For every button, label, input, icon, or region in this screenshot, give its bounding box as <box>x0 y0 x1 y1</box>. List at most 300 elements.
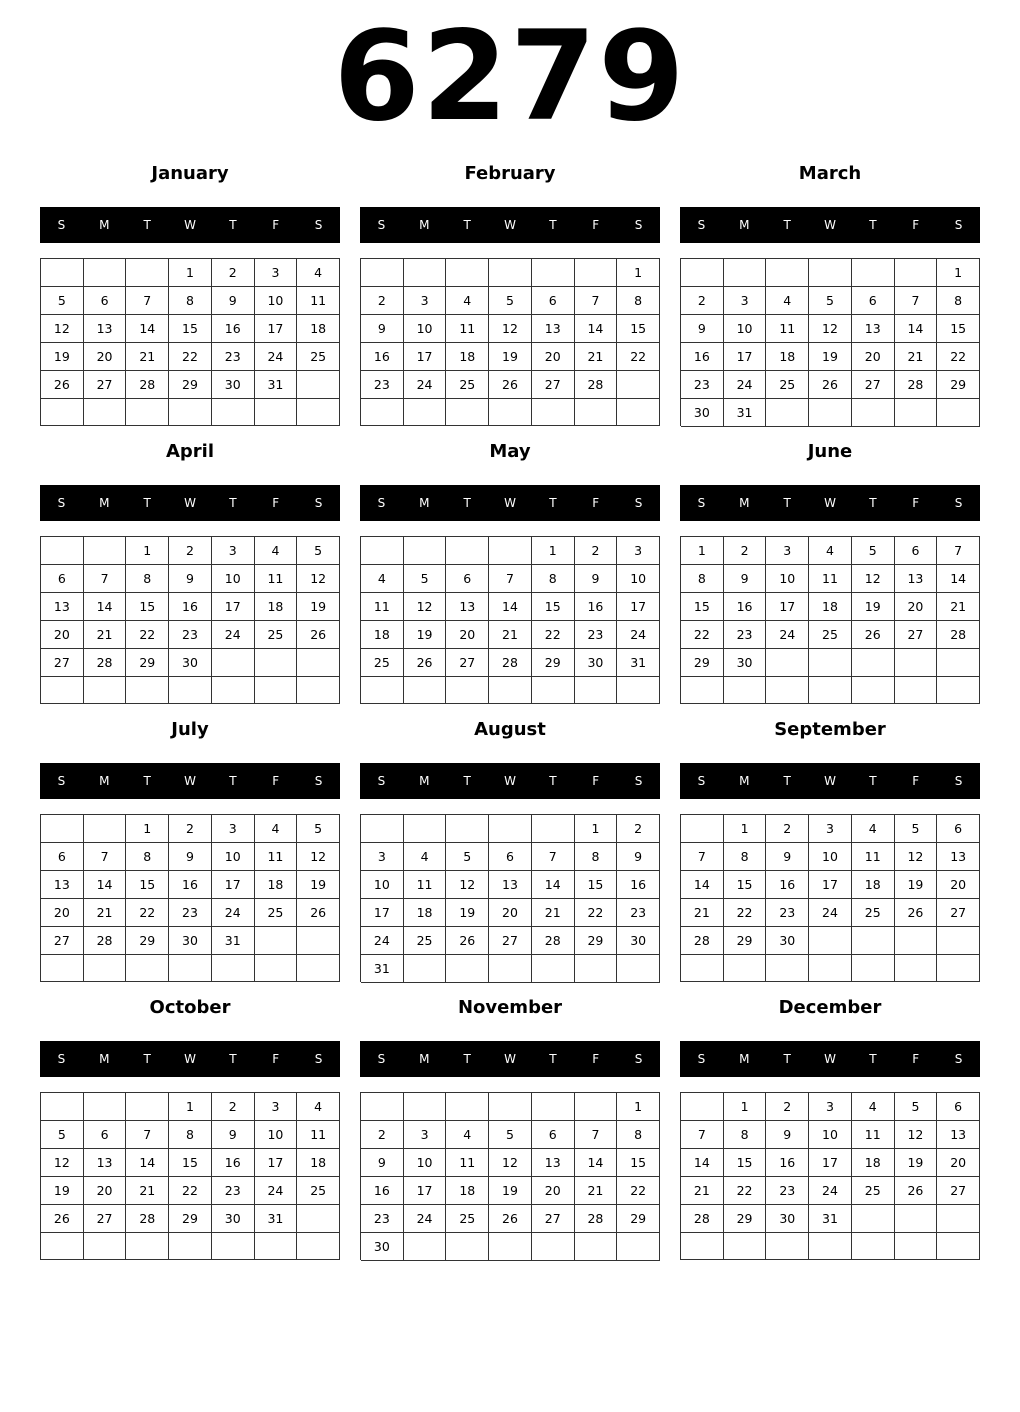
day-cell: 29 <box>575 927 618 955</box>
day-cell <box>297 371 340 399</box>
day-cell: 1 <box>617 259 660 287</box>
weekday-header <box>360 1041 660 1077</box>
day-cell <box>575 955 618 983</box>
day-cell <box>937 677 980 704</box>
day-cell: 4 <box>446 287 489 315</box>
day-cell: 19 <box>404 621 447 649</box>
day-cell: 8 <box>617 287 660 315</box>
day-cell <box>489 259 532 287</box>
day-cell: 16 <box>361 1177 404 1205</box>
day-cell <box>852 1205 895 1233</box>
weekday-label: F <box>592 774 600 788</box>
month-name: February <box>464 163 556 184</box>
day-cell: 16 <box>724 593 767 621</box>
day-cell: 28 <box>84 927 127 955</box>
day-cell: 21 <box>126 343 169 371</box>
day-cell: 19 <box>895 1149 938 1177</box>
weekday-label: T <box>869 496 877 510</box>
day-cell <box>895 399 938 427</box>
day-grid <box>360 258 660 426</box>
day-cell: 23 <box>575 621 618 649</box>
day-cell: 25 <box>404 927 447 955</box>
day-cell: 1 <box>724 815 767 843</box>
day-cell: 28 <box>489 649 532 677</box>
day-cell: 9 <box>169 843 212 871</box>
month-name: September <box>774 719 886 740</box>
day-cell: 23 <box>169 899 212 927</box>
day-cell <box>41 955 84 982</box>
day-cell <box>895 1233 938 1260</box>
day-cell: 14 <box>532 871 575 899</box>
day-grid <box>40 258 340 426</box>
day-cell: 18 <box>766 343 809 371</box>
day-cell: 11 <box>766 315 809 343</box>
day-cell: 18 <box>255 871 298 899</box>
day-cell: 26 <box>852 621 895 649</box>
month-name: April <box>165 441 215 462</box>
day-cell: 9 <box>361 1149 404 1177</box>
day-cell: 23 <box>361 1205 404 1233</box>
day-cell: 9 <box>766 1121 809 1149</box>
day-cell <box>852 677 895 704</box>
day-cell: 12 <box>446 871 489 899</box>
day-cell <box>404 1093 447 1121</box>
day-cell <box>532 1093 575 1121</box>
day-cell: 3 <box>404 1121 447 1149</box>
day-cell: 12 <box>895 1121 938 1149</box>
day-cell: 2 <box>617 815 660 843</box>
day-cell: 9 <box>169 565 212 593</box>
weekday-label: F <box>272 218 280 232</box>
weekday-label: S <box>314 774 323 788</box>
day-cell: 27 <box>895 621 938 649</box>
day-cell <box>446 399 489 426</box>
day-cell: 6 <box>937 1093 980 1121</box>
weekday-label: F <box>912 774 920 788</box>
day-cell: 29 <box>724 927 767 955</box>
day-cell <box>895 1205 938 1233</box>
day-cell: 20 <box>41 899 84 927</box>
day-cell: 6 <box>84 1121 127 1149</box>
day-cell <box>575 677 618 704</box>
day-cell: 11 <box>809 565 852 593</box>
day-cell <box>126 1093 169 1121</box>
day-cell: 18 <box>852 1149 895 1177</box>
day-cell: 3 <box>617 537 660 565</box>
day-cell <box>169 1233 212 1260</box>
day-cell: 28 <box>681 927 724 955</box>
day-cell: 10 <box>724 315 767 343</box>
day-cell: 6 <box>41 843 84 871</box>
day-cell <box>446 677 489 704</box>
day-cell: 14 <box>84 871 127 899</box>
day-cell <box>532 399 575 426</box>
weekday-label: S <box>954 496 963 510</box>
weekday-label: M <box>99 774 110 788</box>
day-cell: 21 <box>84 899 127 927</box>
day-cell <box>41 1093 84 1121</box>
day-cell: 19 <box>446 899 489 927</box>
day-cell: 9 <box>617 843 660 871</box>
day-cell <box>766 955 809 982</box>
day-cell: 6 <box>446 565 489 593</box>
day-cell: 10 <box>255 287 298 315</box>
weekday-label: S <box>377 218 386 232</box>
day-cell: 16 <box>617 871 660 899</box>
day-cell <box>41 259 84 287</box>
day-cell: 26 <box>895 1177 938 1205</box>
day-cell: 11 <box>446 1149 489 1177</box>
day-cell: 13 <box>84 315 127 343</box>
day-cell <box>895 649 938 677</box>
day-cell: 13 <box>852 315 895 343</box>
day-cell: 19 <box>489 343 532 371</box>
weekday-label: T <box>143 1052 151 1066</box>
weekday-label: S <box>634 218 643 232</box>
day-cell: 15 <box>169 315 212 343</box>
day-cell: 28 <box>681 1205 724 1233</box>
weekday-header <box>360 763 660 799</box>
weekday-label: T <box>783 496 791 510</box>
day-cell: 18 <box>255 593 298 621</box>
day-cell: 29 <box>169 371 212 399</box>
day-cell: 25 <box>852 899 895 927</box>
day-cell <box>852 649 895 677</box>
day-cell <box>255 1233 298 1260</box>
day-cell: 18 <box>297 1149 340 1177</box>
day-cell: 6 <box>895 537 938 565</box>
weekday-label: S <box>954 218 963 232</box>
month-name: October <box>149 997 231 1018</box>
day-cell: 16 <box>766 1149 809 1177</box>
day-cell: 19 <box>895 871 938 899</box>
day-cell <box>617 955 660 983</box>
day-cell <box>446 537 489 565</box>
day-cell <box>212 1233 255 1260</box>
day-cell <box>852 927 895 955</box>
weekday-label: T <box>463 774 471 788</box>
day-cell: 24 <box>809 1177 852 1205</box>
day-cell: 31 <box>617 649 660 677</box>
weekday-label: M <box>419 218 430 232</box>
day-cell: 24 <box>809 899 852 927</box>
day-cell <box>766 1233 809 1260</box>
day-cell: 10 <box>617 565 660 593</box>
day-cell: 10 <box>212 843 255 871</box>
day-cell: 31 <box>212 927 255 955</box>
day-cell: 17 <box>617 593 660 621</box>
day-cell: 1 <box>169 259 212 287</box>
day-cell: 31 <box>361 955 404 983</box>
weekday-header <box>680 763 980 799</box>
day-cell: 18 <box>297 315 340 343</box>
day-cell: 15 <box>126 871 169 899</box>
day-cell <box>681 955 724 982</box>
day-cell: 28 <box>126 1205 169 1233</box>
day-cell: 12 <box>809 315 852 343</box>
day-cell: 17 <box>255 315 298 343</box>
weekday-label: S <box>314 218 323 232</box>
day-cell: 4 <box>255 537 298 565</box>
month-name: June <box>807 441 853 462</box>
weekday-label: W <box>184 218 196 232</box>
day-cell <box>41 1233 84 1260</box>
day-cell: 26 <box>895 899 938 927</box>
weekday-label: S <box>314 496 323 510</box>
day-cell: 24 <box>724 371 767 399</box>
day-cell: 22 <box>169 1177 212 1205</box>
day-cell: 7 <box>937 537 980 565</box>
day-cell: 23 <box>766 1177 809 1205</box>
day-cell: 4 <box>361 565 404 593</box>
day-cell: 28 <box>532 927 575 955</box>
day-cell: 18 <box>446 1177 489 1205</box>
weekday-label: M <box>419 774 430 788</box>
day-cell: 22 <box>724 1177 767 1205</box>
day-cell: 2 <box>361 1121 404 1149</box>
weekday-header <box>40 763 340 799</box>
day-cell: 17 <box>212 593 255 621</box>
day-cell <box>126 1233 169 1260</box>
day-cell: 29 <box>169 1205 212 1233</box>
day-cell <box>617 1233 660 1261</box>
day-cell: 16 <box>681 343 724 371</box>
day-cell <box>84 677 127 704</box>
day-cell: 18 <box>852 871 895 899</box>
day-cell: 27 <box>937 1177 980 1205</box>
day-cell: 13 <box>446 593 489 621</box>
day-cell: 17 <box>361 899 404 927</box>
day-cell: 24 <box>212 899 255 927</box>
day-cell: 9 <box>766 843 809 871</box>
weekday-label: T <box>549 496 557 510</box>
day-cell: 25 <box>297 343 340 371</box>
day-cell: 23 <box>361 371 404 399</box>
day-cell <box>809 649 852 677</box>
day-cell: 10 <box>809 843 852 871</box>
day-cell: 12 <box>41 315 84 343</box>
day-cell: 29 <box>937 371 980 399</box>
day-cell <box>937 955 980 982</box>
day-cell: 9 <box>361 315 404 343</box>
day-cell: 30 <box>169 649 212 677</box>
day-cell <box>852 1233 895 1260</box>
day-cell <box>361 259 404 287</box>
day-cell <box>126 955 169 982</box>
day-cell: 5 <box>895 1093 938 1121</box>
day-cell <box>489 1093 532 1121</box>
day-cell: 27 <box>41 927 84 955</box>
day-cell <box>212 955 255 982</box>
day-cell <box>532 259 575 287</box>
weekday-label: F <box>272 496 280 510</box>
day-cell <box>724 1233 767 1260</box>
day-cell <box>84 399 127 426</box>
weekday-header <box>680 207 980 243</box>
day-cell: 10 <box>361 871 404 899</box>
day-cell: 6 <box>532 1121 575 1149</box>
day-cell: 21 <box>681 899 724 927</box>
day-cell: 26 <box>297 621 340 649</box>
day-cell: 27 <box>84 1205 127 1233</box>
day-cell: 1 <box>617 1093 660 1121</box>
day-cell: 7 <box>575 1121 618 1149</box>
day-cell: 27 <box>446 649 489 677</box>
month-name: July <box>171 719 209 740</box>
weekday-label: T <box>143 496 151 510</box>
day-cell: 4 <box>809 537 852 565</box>
day-cell: 5 <box>895 815 938 843</box>
day-cell: 30 <box>617 927 660 955</box>
day-cell: 2 <box>766 1093 809 1121</box>
day-cell: 6 <box>937 815 980 843</box>
day-cell <box>532 1233 575 1261</box>
day-cell: 28 <box>937 621 980 649</box>
day-cell: 26 <box>41 371 84 399</box>
day-cell <box>489 955 532 983</box>
month-name: January <box>151 163 229 184</box>
day-cell: 28 <box>126 371 169 399</box>
day-cell: 13 <box>532 1149 575 1177</box>
day-cell: 23 <box>766 899 809 927</box>
weekday-label: W <box>184 774 196 788</box>
day-cell: 14 <box>681 1149 724 1177</box>
day-cell: 25 <box>766 371 809 399</box>
day-cell: 14 <box>126 315 169 343</box>
day-cell <box>809 1233 852 1260</box>
weekday-label: T <box>549 1052 557 1066</box>
weekday-label: S <box>57 1052 66 1066</box>
weekday-label: W <box>504 774 516 788</box>
day-cell <box>681 677 724 704</box>
day-cell: 4 <box>255 815 298 843</box>
day-cell: 28 <box>84 649 127 677</box>
day-cell <box>361 815 404 843</box>
day-cell: 9 <box>212 1121 255 1149</box>
day-cell: 3 <box>255 259 298 287</box>
day-cell: 25 <box>361 649 404 677</box>
day-cell: 19 <box>852 593 895 621</box>
day-cell: 26 <box>489 371 532 399</box>
day-cell: 7 <box>126 1121 169 1149</box>
day-cell: 22 <box>126 621 169 649</box>
weekday-label: F <box>912 496 920 510</box>
weekday-label: S <box>57 774 66 788</box>
day-cell <box>126 677 169 704</box>
day-cell: 4 <box>297 259 340 287</box>
day-cell <box>766 649 809 677</box>
day-cell <box>84 1093 127 1121</box>
day-cell: 6 <box>489 843 532 871</box>
day-cell: 24 <box>404 371 447 399</box>
day-cell: 30 <box>169 927 212 955</box>
day-cell: 17 <box>404 343 447 371</box>
day-cell <box>361 399 404 426</box>
day-grid <box>40 1092 340 1260</box>
day-cell <box>489 1233 532 1261</box>
day-cell <box>895 259 938 287</box>
weekday-header <box>40 1041 340 1077</box>
day-cell: 30 <box>361 1233 404 1261</box>
day-cell: 19 <box>297 593 340 621</box>
day-cell <box>617 399 660 426</box>
day-cell <box>404 677 447 704</box>
day-cell: 4 <box>852 815 895 843</box>
day-cell: 21 <box>575 1177 618 1205</box>
day-cell <box>532 677 575 704</box>
day-cell: 3 <box>255 1093 298 1121</box>
day-cell: 4 <box>766 287 809 315</box>
day-cell: 14 <box>681 871 724 899</box>
day-cell: 30 <box>212 371 255 399</box>
day-cell: 26 <box>297 899 340 927</box>
day-cell: 1 <box>169 1093 212 1121</box>
day-cell: 3 <box>809 815 852 843</box>
day-cell: 3 <box>212 537 255 565</box>
day-cell: 18 <box>361 621 404 649</box>
day-cell: 26 <box>404 649 447 677</box>
day-cell: 27 <box>532 1205 575 1233</box>
weekday-label: M <box>739 218 750 232</box>
day-cell: 12 <box>852 565 895 593</box>
day-cell: 28 <box>575 1205 618 1233</box>
day-cell: 20 <box>852 343 895 371</box>
day-cell: 5 <box>41 287 84 315</box>
day-cell: 31 <box>724 399 767 427</box>
weekday-label: W <box>184 1052 196 1066</box>
weekday-label: W <box>184 496 196 510</box>
day-cell <box>255 649 298 677</box>
day-cell: 2 <box>212 259 255 287</box>
weekday-label: F <box>912 1052 920 1066</box>
weekday-label: W <box>824 218 836 232</box>
day-cell: 3 <box>404 287 447 315</box>
day-cell: 9 <box>681 315 724 343</box>
day-cell: 3 <box>361 843 404 871</box>
day-cell: 23 <box>724 621 767 649</box>
day-grid <box>680 258 980 426</box>
day-cell <box>489 815 532 843</box>
weekday-label: W <box>824 774 836 788</box>
weekday-label: W <box>504 496 516 510</box>
day-cell <box>404 1233 447 1261</box>
day-cell: 12 <box>489 1149 532 1177</box>
day-cell: 13 <box>41 593 84 621</box>
day-cell: 29 <box>681 649 724 677</box>
day-cell: 11 <box>297 1121 340 1149</box>
day-cell <box>84 1233 127 1260</box>
day-cell: 11 <box>852 843 895 871</box>
day-cell: 6 <box>84 287 127 315</box>
day-cell: 22 <box>681 621 724 649</box>
day-cell: 15 <box>126 593 169 621</box>
day-cell: 1 <box>937 259 980 287</box>
day-cell: 12 <box>41 1149 84 1177</box>
weekday-label: S <box>634 1052 643 1066</box>
day-cell <box>937 649 980 677</box>
weekday-label: F <box>592 1052 600 1066</box>
day-cell: 15 <box>937 315 980 343</box>
weekday-header <box>360 485 660 521</box>
day-cell: 13 <box>41 871 84 899</box>
day-cell: 4 <box>404 843 447 871</box>
day-cell: 17 <box>809 1149 852 1177</box>
day-cell: 2 <box>766 815 809 843</box>
day-cell: 13 <box>489 871 532 899</box>
month-name: November <box>457 997 563 1018</box>
day-cell <box>809 259 852 287</box>
day-cell: 13 <box>895 565 938 593</box>
